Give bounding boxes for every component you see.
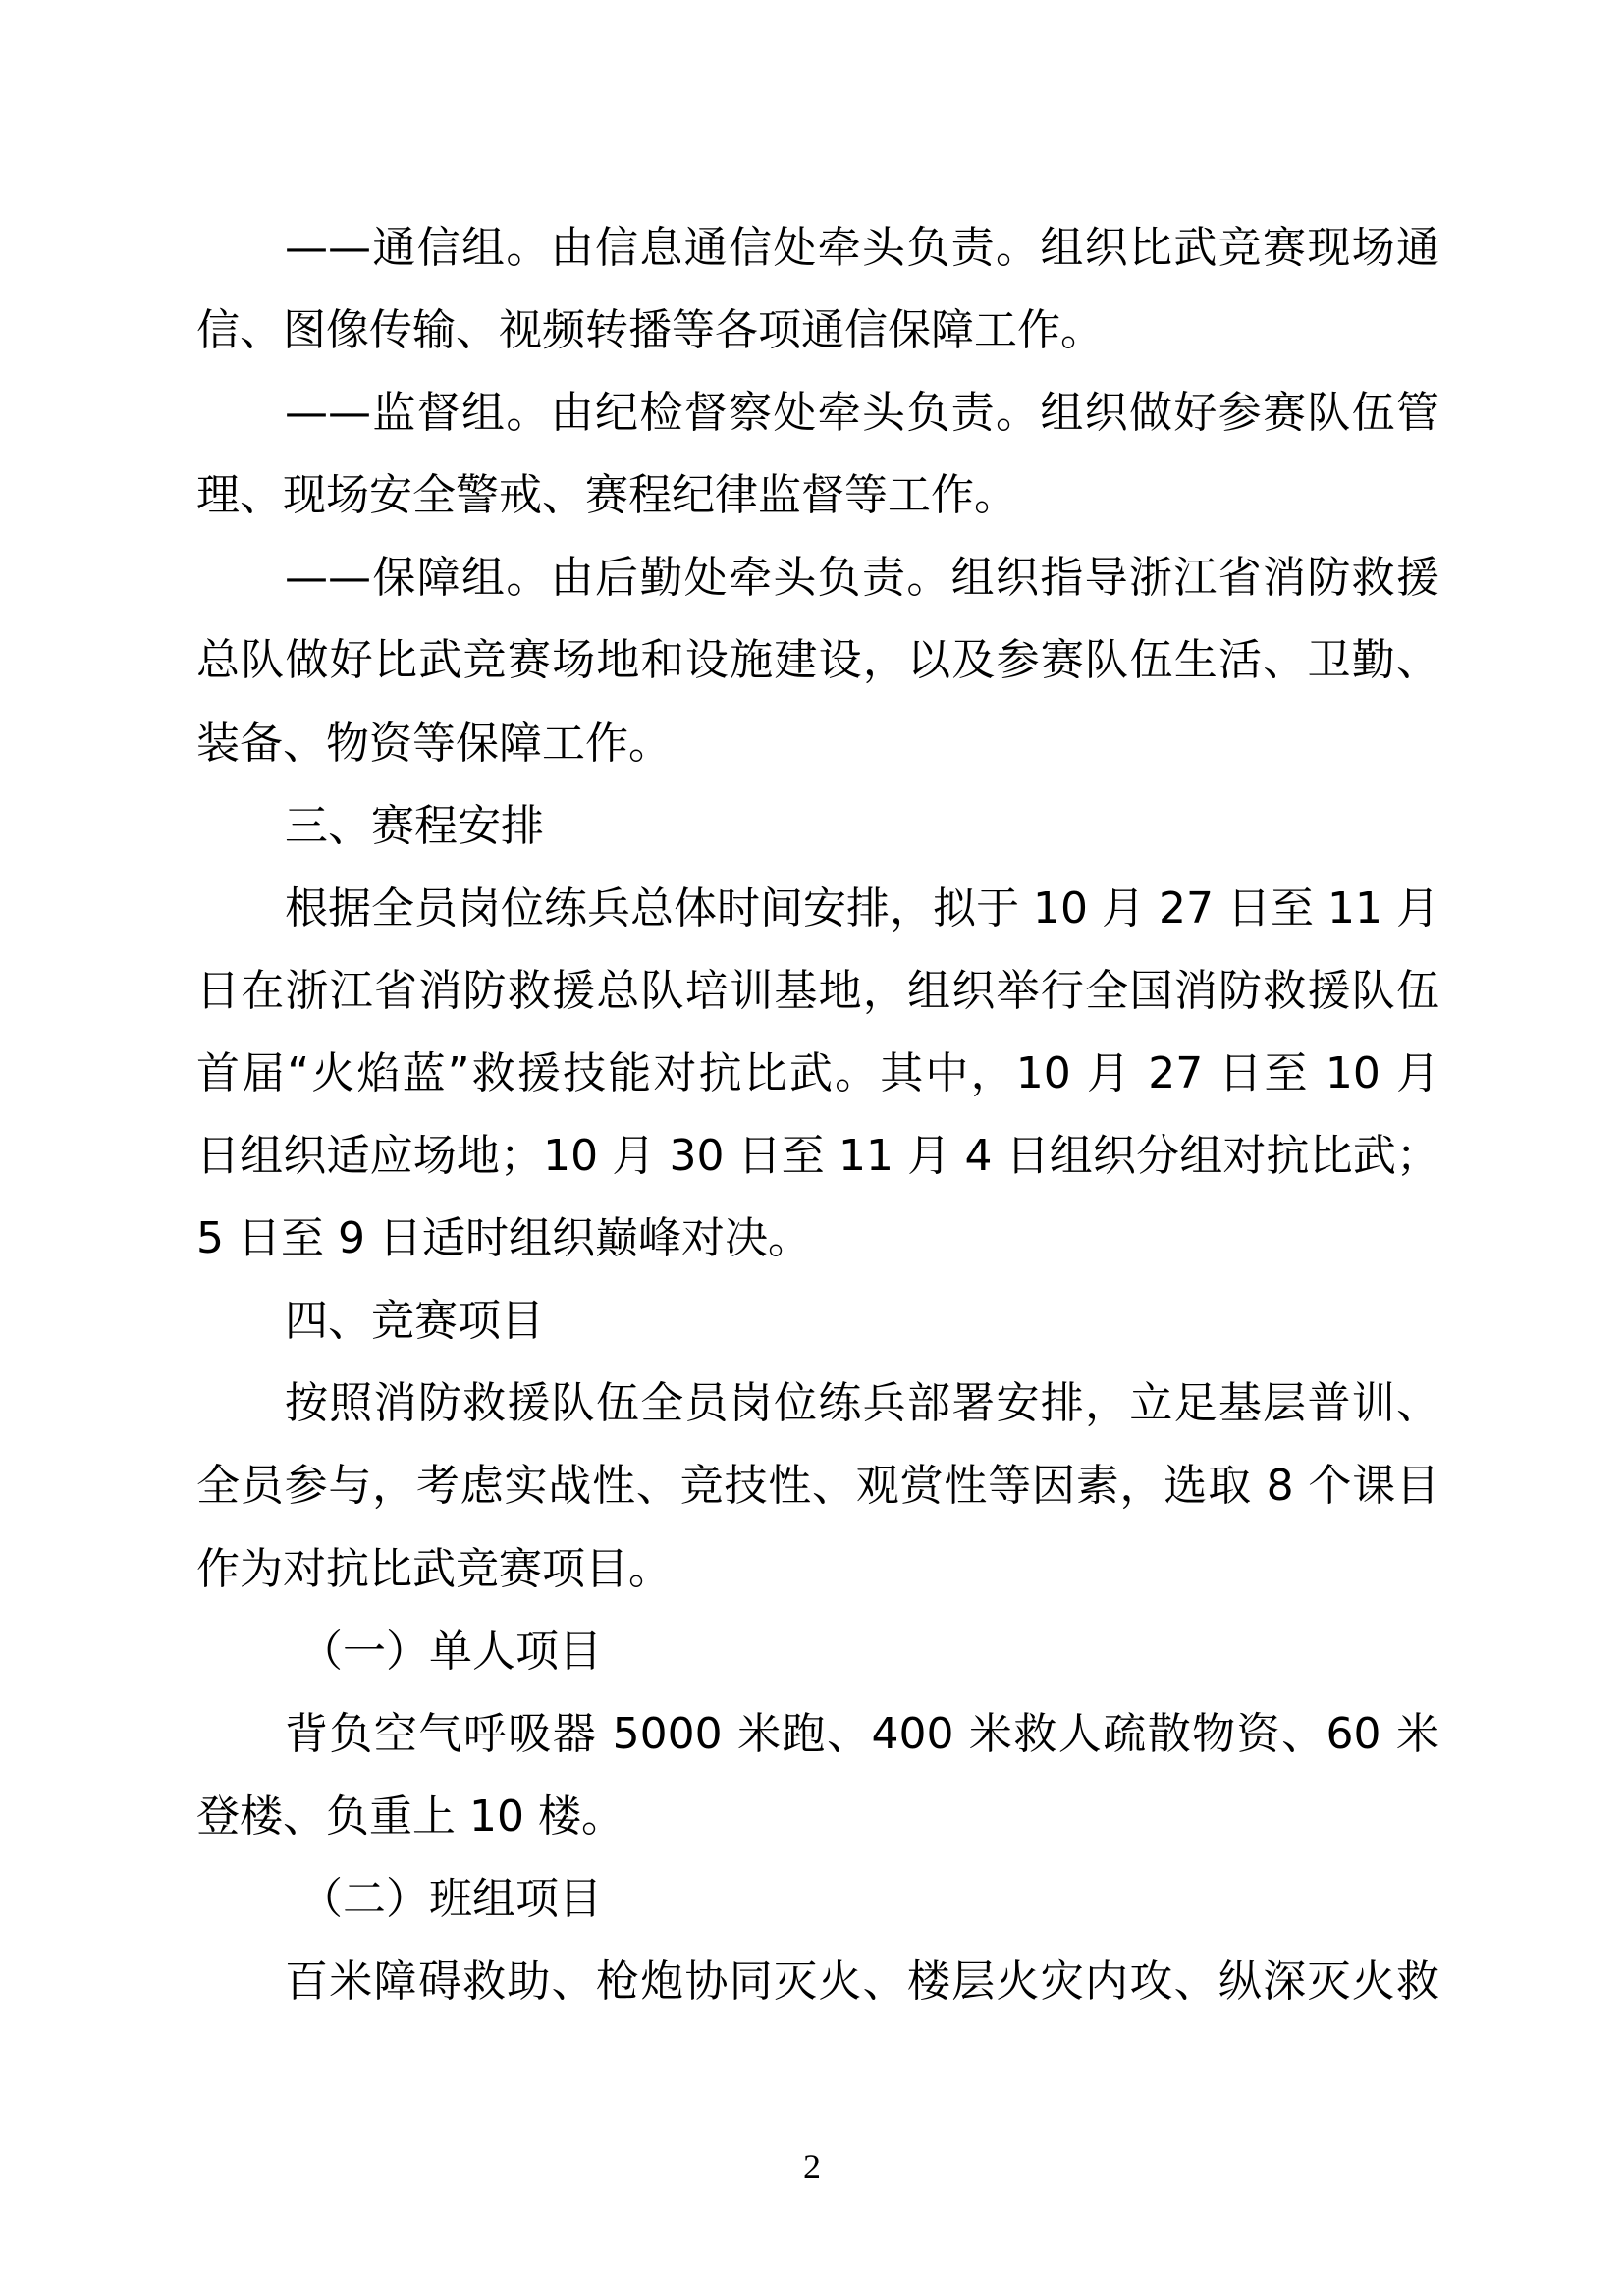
text-line: ——通信组。由信息通信处牵头负责。组织比武竞赛现场通 xyxy=(285,223,1439,273)
text-line: 信、图像传输、视频转播等各项通信保障工作。 xyxy=(196,305,1104,356)
text-line: 作为对抗比武竞赛项目。 xyxy=(196,1543,672,1594)
paragraph xyxy=(196,868,1439,1280)
text-line: 按照消防救援队伍全员岗位练兵部署安排，立足基层普训、 xyxy=(285,1378,1439,1429)
text-line: （一）单人项目 xyxy=(299,1626,602,1677)
text-line: 装备、物资等保障工作。 xyxy=(196,718,672,769)
text-line: 日在浙江省消防救援总队培训基地，组织举行全国消防救援队伍 xyxy=(196,965,1439,1016)
text-line: 根据全员岗位练兵总体时间安排，拟于 10 月 27 日至 11 月 xyxy=(285,882,1439,934)
paragraph xyxy=(196,1362,1439,1610)
text-line: （二）班组项目 xyxy=(299,1873,602,1924)
paragraph xyxy=(196,1941,1439,2023)
text-line: 总队做好比武竞赛场地和设施建设，以及参赛队伍生活、卫勤、 xyxy=(196,635,1439,686)
paragraph xyxy=(196,207,1439,372)
text-line: 登楼、负重上 10 楼。 xyxy=(196,1790,624,1842)
text-line: 日组织适应场地；10 月 30 日至 11 月 4 日组织分组对抗比武； xyxy=(196,1131,1439,1182)
text-line: 百米障碍救助、枪炮协同灭火、楼层火灾内攻、纵深灭火救 xyxy=(285,1955,1439,2006)
section-heading xyxy=(196,785,1439,868)
text-line: ——监督组。由纪检督察处牵头负责。组织做好参赛队伍管 xyxy=(285,388,1439,439)
text-line: 四、竞赛项目 xyxy=(285,1296,544,1347)
text-line: 全员参与，考虑实战性、竞技性、观赏性等因素，选取 8 个课目 xyxy=(196,1461,1439,1512)
paragraph xyxy=(196,1693,1439,1858)
section-heading xyxy=(196,1611,1439,1693)
text-line: 三、赛程安排 xyxy=(285,800,544,851)
page-number: 2 xyxy=(803,2147,821,2186)
text-line: 理、现场安全警戒、赛程纪律监督等工作。 xyxy=(196,470,1017,521)
paragraph xyxy=(196,372,1439,537)
paragraph xyxy=(196,537,1439,784)
text-line: 5 日至 9 日适时组织巅峰对决。 xyxy=(196,1213,811,1264)
text-line: ——保障组。由后勤处牵头负责。组织指导浙江省消防救援 xyxy=(285,553,1439,604)
text-line: 背负空气呼吸器 5000 米跑、400 米救人疏散物资、60 米 xyxy=(285,1708,1439,1759)
text-line: 首届“火焰蓝”救援技能对抗比武。其中，10 月 27 日至 10 月 xyxy=(196,1047,1439,1098)
document-body xyxy=(196,207,1439,2023)
section-heading xyxy=(196,1280,1439,1362)
section-heading xyxy=(196,1858,1439,1941)
